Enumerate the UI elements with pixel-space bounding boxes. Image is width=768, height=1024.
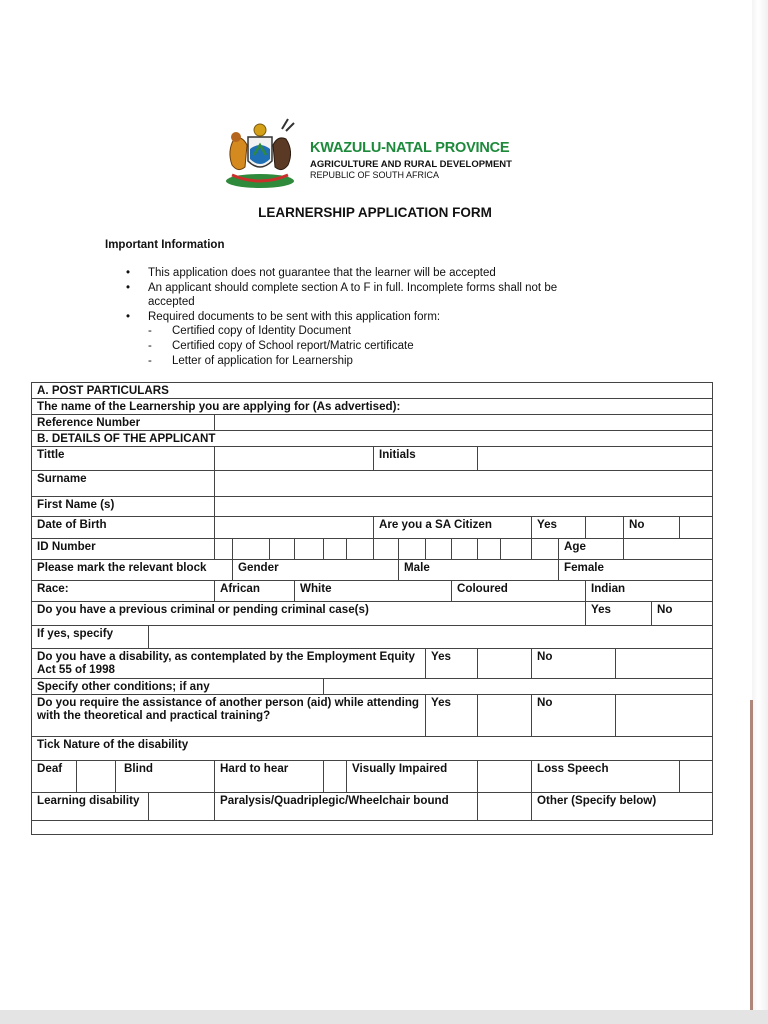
id-digit-box[interactable] — [452, 539, 478, 560]
id-digit-box[interactable] — [374, 539, 399, 560]
criminal-yes-option[interactable]: Yes — [586, 602, 652, 626]
other-conditions-label: Specify other conditions; if any — [32, 679, 324, 695]
assistance-no-label: No — [532, 695, 616, 737]
id-digit-box[interactable] — [324, 539, 347, 560]
document-item: - Certified copy of Identity Document — [148, 325, 351, 338]
id-digit-box[interactable] — [532, 539, 559, 560]
id-digit-box[interactable] — [233, 539, 270, 560]
criminal-case-question: Do you have a previous criminal or pending criminal case(s) — [32, 602, 586, 626]
race-indian-option[interactable]: Indian — [586, 581, 713, 602]
paralysis-label: Paralysis/Quadriplegic/Wheelchair bound — [215, 793, 478, 821]
assistance-yes-box[interactable] — [478, 695, 532, 737]
section-b-heading: B. DETAILS OF THE APPLICANT — [32, 431, 713, 447]
list-item: • An applicant should complete section A to F in full. Incomplete forms shall not be — [126, 281, 558, 294]
id-digit-box[interactable] — [426, 539, 452, 560]
sa-citizen-yes-box[interactable] — [586, 517, 624, 539]
initials-input[interactable] — [478, 447, 713, 471]
coat-of-arms-logo — [218, 115, 302, 191]
list-item: • This application does not guarantee that the learner will be accepted — [126, 267, 496, 279]
race-white-option[interactable]: White — [295, 581, 452, 602]
deaf-box[interactable] — [77, 761, 116, 793]
first-name-input[interactable] — [215, 497, 713, 517]
application-form-table — [31, 382, 713, 835]
reference-number-label: Reference Number — [32, 415, 215, 431]
mark-block-label: Please mark the relevant block — [32, 560, 233, 581]
deaf-label: Deaf — [32, 761, 77, 793]
document-item: - Certified copy of School report/Matric certificate — [148, 339, 414, 352]
list-item: • Required documents to be sent with this application form: — [126, 310, 441, 323]
id-number-label: ID Number — [32, 539, 215, 560]
paralysis-box[interactable] — [478, 793, 532, 821]
assistance-question: Do you require the assistance of another person (aid) while attending with the theoretical and practical training? — [32, 695, 426, 737]
id-digit-box[interactable] — [501, 539, 532, 560]
dash-icon: - — [148, 339, 152, 352]
hard-to-hear-box[interactable] — [324, 761, 347, 793]
race-coloured-option[interactable]: Coloured — [452, 581, 586, 602]
form-title: LEARNERSHIP APPLICATION FORM — [258, 205, 492, 220]
initials-label: Initials — [374, 447, 478, 471]
disability-question: Do you have a disability, as contemplated by the Employment Equity Act 55 of 1998 — [32, 649, 426, 679]
id-digit-box[interactable] — [347, 539, 374, 560]
learning-disability-label: Learning disability — [32, 793, 149, 821]
id-digit-box[interactable] — [295, 539, 324, 560]
page-bottom-shadow — [0, 1010, 768, 1024]
age-input[interactable] — [624, 539, 713, 560]
if-yes-specify-label: If yes, specify — [32, 626, 149, 649]
page-edge-line — [750, 700, 753, 1010]
page-edge — [752, 0, 768, 1024]
dob-input[interactable] — [215, 517, 374, 539]
department-name: AGRICULTURE AND RURAL DEVELOPMENT — [310, 159, 512, 170]
gender-male-option[interactable]: Male — [399, 560, 559, 581]
other-conditions-input[interactable] — [324, 679, 713, 695]
other-specify-input[interactable] — [32, 821, 713, 835]
loss-speech-box[interactable] — [680, 761, 713, 793]
republic-name: REPUBLIC OF SOUTH AFRICA — [310, 170, 440, 180]
surname-label: Surname — [32, 471, 215, 497]
disability-yes-box[interactable] — [478, 649, 532, 679]
bullet-icon: • — [126, 267, 131, 279]
learning-disability-box[interactable] — [149, 793, 215, 821]
tick-nature-heading: Tick Nature of the disability — [32, 737, 713, 761]
disability-no-box[interactable] — [616, 649, 713, 679]
first-name-label: First Name (s) — [32, 497, 215, 517]
visually-impaired-box[interactable] — [478, 761, 532, 793]
if-yes-specify-input[interactable] — [149, 626, 713, 649]
assistance-yes-label: Yes — [426, 695, 478, 737]
assistance-no-box[interactable] — [616, 695, 713, 737]
sa-citizen-no-label: No — [624, 517, 680, 539]
dob-label: Date of Birth — [32, 517, 215, 539]
other-specify-label: Other (Specify below) — [532, 793, 713, 821]
title-input[interactable] — [215, 447, 374, 471]
id-digit-box[interactable] — [215, 539, 233, 560]
title-label: Tittle — [32, 447, 215, 471]
id-digit-box[interactable] — [478, 539, 501, 560]
section-a-heading: A. POST PARTICULARS — [32, 383, 713, 399]
gender-female-option[interactable]: Female — [559, 560, 713, 581]
hard-to-hear-label: Hard to hear — [215, 761, 324, 793]
info-heading: Important Information — [105, 239, 225, 251]
gender-label: Gender — [233, 560, 399, 581]
race-label: Race: — [32, 581, 215, 602]
bullet-icon: • — [126, 281, 131, 294]
age-label: Age — [559, 539, 624, 560]
document-item: - Letter of application for Learnership — [148, 354, 353, 367]
id-digit-box[interactable] — [399, 539, 426, 560]
province-name: KWAZULU-NATAL PROVINCE — [310, 140, 510, 156]
sa-citizen-label: Are you a SA Citizen — [374, 517, 532, 539]
reference-number-input[interactable] — [215, 415, 713, 431]
blind-label: Blind — [116, 761, 215, 793]
sa-citizen-yes-label: Yes — [532, 517, 586, 539]
race-african-option[interactable]: African — [215, 581, 295, 602]
criminal-no-option[interactable]: No — [652, 602, 713, 626]
list-item: accepted — [148, 296, 195, 309]
disability-no-label: No — [532, 649, 616, 679]
info-list — [126, 266, 557, 368]
disability-yes-label: Yes — [426, 649, 478, 679]
loss-speech-label: Loss Speech — [532, 761, 680, 793]
visually-impaired-label: Visually Impaired — [347, 761, 478, 793]
learnership-name-field[interactable]: The name of the Learnership you are applying for (As advertised): — [32, 399, 713, 415]
id-digit-box[interactable] — [270, 539, 295, 560]
surname-input[interactable] — [215, 471, 713, 497]
sa-citizen-no-box[interactable] — [680, 517, 713, 539]
bullet-icon: • — [126, 310, 131, 323]
dash-icon: - — [148, 325, 152, 338]
dash-icon: - — [148, 354, 152, 367]
